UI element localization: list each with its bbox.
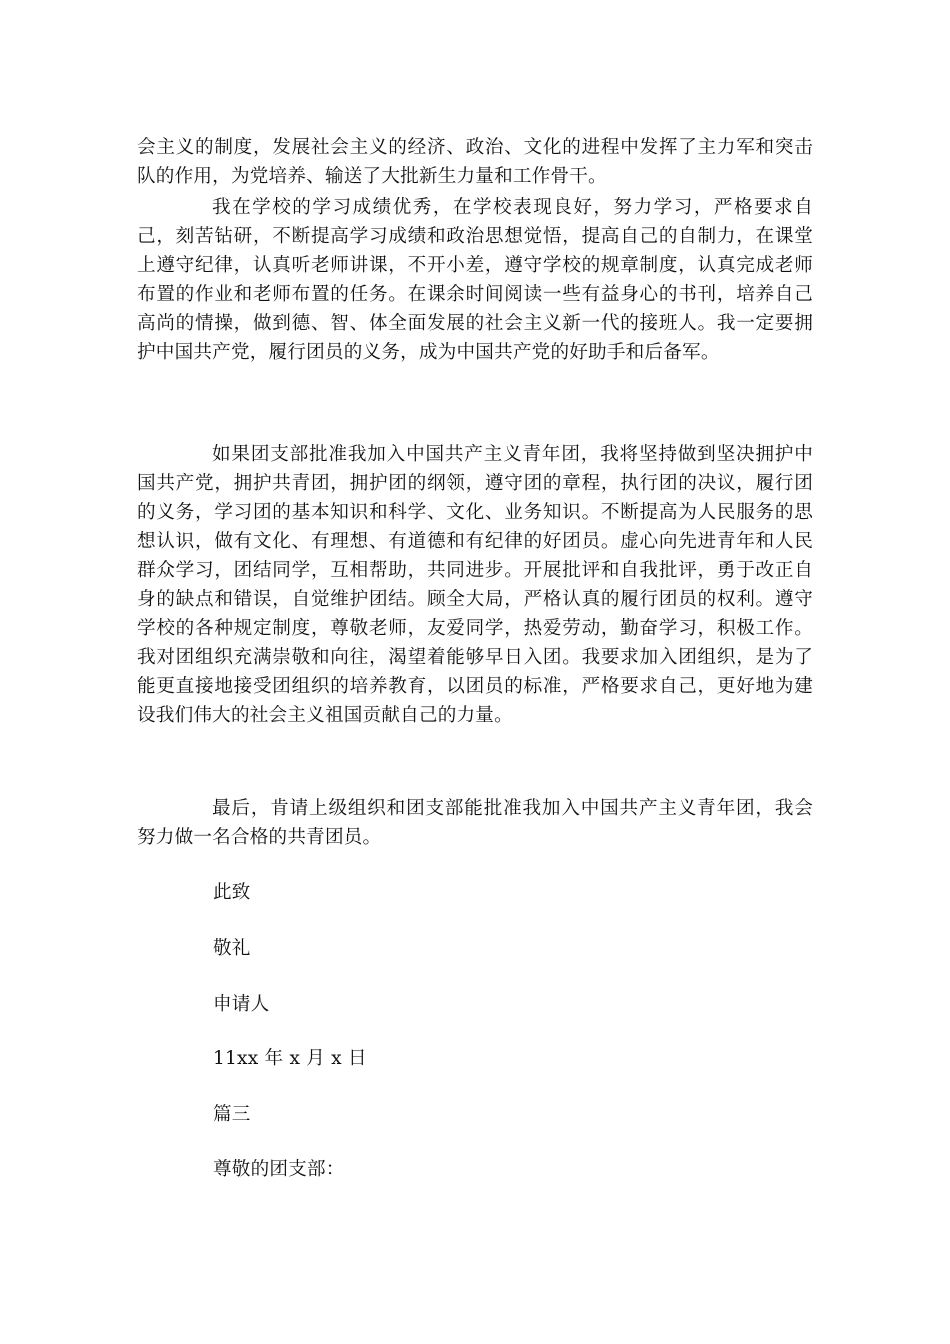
salute-phrase: 敬礼 bbox=[213, 938, 251, 959]
paragraph-final-request: 最后，肯请上级组织和团支部能批准我加入中国共产主义青年团，我会努力做一名合格的共青团员。 bbox=[137, 798, 813, 848]
section-heading: 篇三 bbox=[213, 1104, 251, 1125]
applicant-label: 申请人 bbox=[213, 994, 270, 1015]
greeting-line: 尊敬的团支部： bbox=[213, 1159, 345, 1180]
date-line: 11xx 年 x 月 x 日 bbox=[213, 1048, 367, 1069]
paragraph-study-performance: 我在学校的学习成绩优秀，在学校表现良好，努力学习，严格要求自己，刻苦钻研，不断提高学习成绩和政治思想觉悟，提高自己的自制力，在课堂上遵守纪律，认真听老师讲课，不开小差，遵守学校的规章制度，认真完成老师布置的作业和老师布置的任务。在课余时间阅读一些有益身心的书刊，培养自己高尚的情操，做到德、智、体全面发展的社会主义新一代的接班人。我一定要拥护中国共产党，履行团员的义务，成为中国共产党的好助手和后备军。 bbox=[137, 197, 813, 363]
paragraph-commitment: 如果团支部批准我加入中国共产主义青年团，我将坚持做到坚决拥护中国共产党，拥护共青团，拥护团的纲领，遵守团的章程，执行团的决议，履行团的义务，学习团的基本知识和科学、文化、业务知识。不断提高为人民服务的思想认识，做有文化、有理想、有道德和有纪律的好团员。虚心向先进青年和人民群众学习，团结同学，互相帮助，共同进步。开展批评和自我批评，勇于改正自身的缺点和错误，自觉维护团结。顾全大局，严格认真的履行团员的权利。遵守学校的各种规定制度，尊敬老师，友爱同学，热爱劳动，勤奋学习，积极工作。我对团组织充满崇敬和向往，渴望着能够早日入团。我要求加入团组织，是为了能更直接地接受团组织的培养教育，以团员的标准，严格要求自己，更好地为建设我们伟大的社会主义祖国贡献自己的力量。 bbox=[137, 444, 813, 726]
closing-phrase: 此致 bbox=[213, 882, 251, 903]
paragraph-continuation: 会主义的制度，发展社会主义的经济、政治、文化的进程中发挥了主力军和突击队的作用，为党培养、输送了大批新生力量和工作骨干。 bbox=[137, 137, 813, 187]
